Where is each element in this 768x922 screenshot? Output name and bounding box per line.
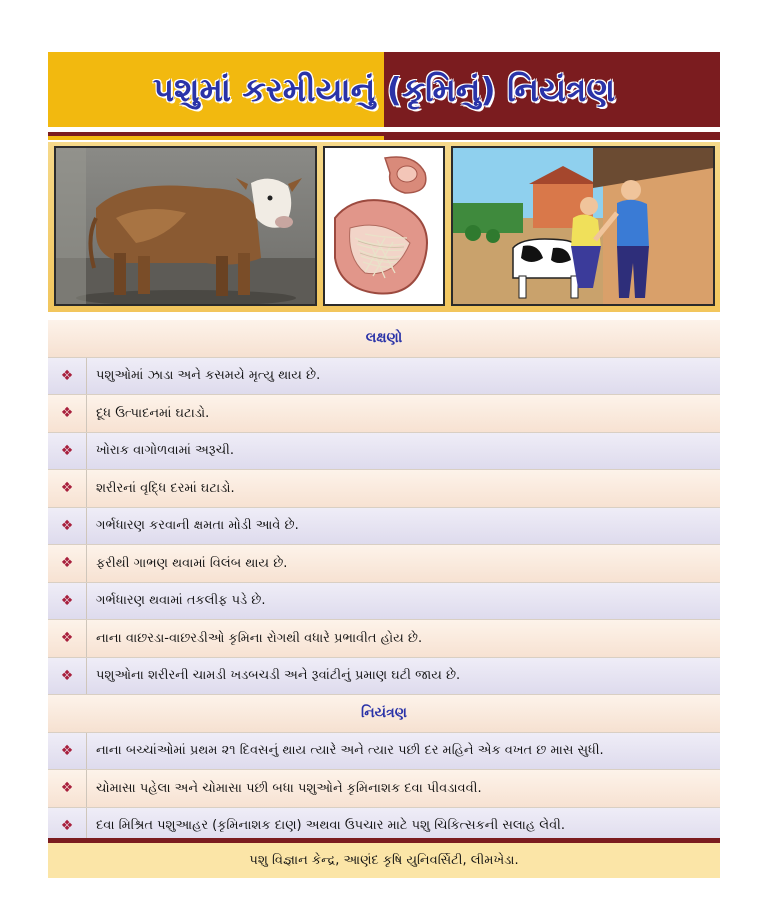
poster: [48, 52, 720, 878]
diamond-bullet-icon: ❖: [48, 770, 87, 807]
list-item: ❖ પશુઓના શરીરની ચામડી ખડબચડી અને રૂવાંટીનું પ્રમાણ ઘટી જાય છે.: [48, 658, 720, 696]
list-item: ❖ પશુઓમાં ઝાડા અને કસમયે મૃત્યુ થાય છે.: [48, 358, 720, 396]
list-item: ❖ દૂધ ઉત્પાદનમાં ઘટાડો.: [48, 395, 720, 433]
list-item: ❖ ગર્ભધારણ થવામાં તકલીફ પડે છે.: [48, 583, 720, 621]
list-item: ❖ ચોમાસા પહેલા અને ચોમાસા પછી બધા પશુઓને કૃમિનાશક દવા પીવડાવવી.: [48, 770, 720, 808]
diamond-bullet-icon: ❖: [48, 395, 87, 432]
divider-stripe: [48, 136, 720, 140]
section-heading-symptoms: લક્ષણો: [48, 320, 720, 358]
list-item: ❖ શરીરનાં વૃદ્ધિ દરમાં ઘટાડો.: [48, 470, 720, 508]
drenching-illustration: [451, 146, 715, 306]
list-item: ❖ દવા મિશ્રિત પશુઆહર (કૃમિનાશક દાણ) અથવા ઉપચાર માટે પશુ ચિકિત્સકની સલાહ લેવી.: [48, 808, 720, 846]
footer-credit: પશુ વિજ્ઞાન કેન્દ્ર, આણંદ કૃષિ યુનિવર્સિટી, લીમખેડા.: [48, 843, 720, 878]
list-item: ❖ ગર્ભધારણ કરવાની ક્ષમતા મોડી આવે છે.: [48, 508, 720, 546]
calf-photo: [54, 146, 317, 306]
diamond-bullet-icon: ❖: [48, 545, 87, 582]
list-item: ❖ નાના વાછરડા-વાછરડીઓ કૃમિના રોગથી વધારે પ્રભાવીત હોય છે.: [48, 620, 720, 658]
diamond-bullet-icon: ❖: [48, 358, 87, 395]
diamond-bullet-icon: ❖: [48, 508, 87, 545]
section-heading-control: નિયંત્રણ: [48, 695, 720, 733]
diamond-bullet-icon: ❖: [48, 470, 87, 507]
list-item: ❖ ખોરાક વાગોળવામાં અરૂચી.: [48, 433, 720, 471]
diamond-bullet-icon: ❖: [48, 658, 87, 695]
page-title: પશુમાં કરમીયાનું (કૃમિનું) નિયંત્રણ: [152, 69, 616, 109]
info-table: [48, 320, 720, 845]
photo-strip: [48, 142, 720, 312]
intestine-illustration: [323, 146, 445, 306]
list-item: ❖ નાના બચ્ચાંઓમાં પ્રથમ ૨૧ દિવસનું થાય ત્યારે અને ત્યાર પછી દર મહિને એક વખત છ માસ સુધી.: [48, 733, 720, 771]
diamond-bullet-icon: ❖: [48, 620, 87, 657]
diamond-bullet-icon: ❖: [48, 808, 87, 845]
diamond-bullet-icon: ❖: [48, 733, 87, 770]
diamond-bullet-icon: ❖: [48, 583, 87, 620]
list-item: ❖ ફરીથી ગાભણ થવામાં વિલંબ થાય છે.: [48, 545, 720, 583]
diamond-bullet-icon: ❖: [48, 433, 87, 470]
